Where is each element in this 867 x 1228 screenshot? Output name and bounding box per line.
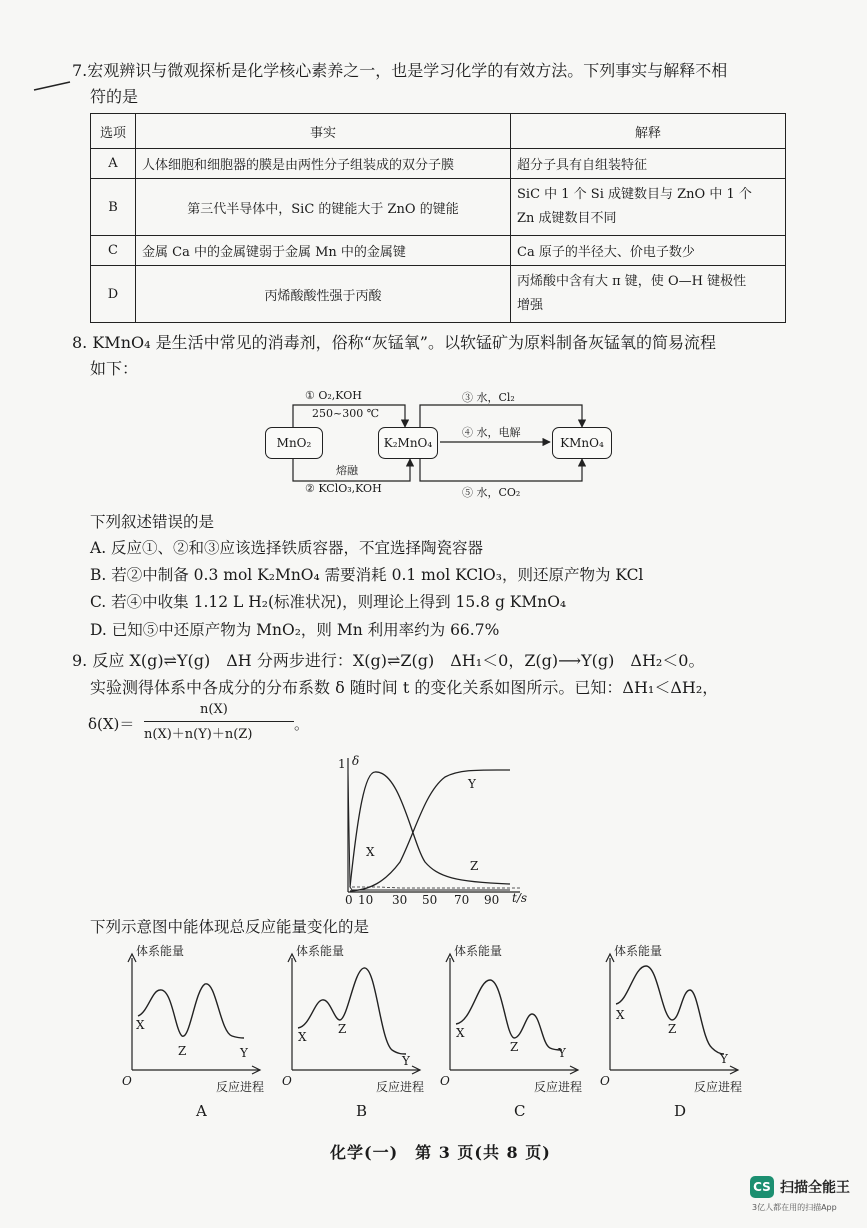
q7-stem-text: 宏观辨识与微观探析是化学核心素养之一，也是学习化学的有效方法。下列事实与解释不相: [87, 61, 728, 80]
chart-series-label-z: Z: [470, 859, 479, 873]
chart-x-tick: 70: [454, 893, 470, 907]
table-row: [91, 266, 786, 323]
explanation-line: 增强: [517, 298, 544, 313]
formula-numerator: n(X): [200, 702, 228, 717]
chart-x-tick: 90: [484, 893, 500, 907]
energy-diagram-b: [280, 940, 430, 1120]
chart-y-axis-label: δ: [352, 754, 360, 768]
diagram-ylabel: 体系能量: [296, 944, 345, 958]
flow-step4: ④ 水，电解: [462, 426, 521, 439]
flow-box-kmno4: KMnO₄: [552, 427, 612, 459]
q7-table: [90, 113, 786, 323]
table-header-row: [91, 114, 786, 149]
q8-stem-line2: 如下：: [90, 359, 139, 378]
diagram-ylabel: 体系能量: [136, 944, 185, 958]
explanation-line: 丙烯酸中含有大 π 键，使 O—H 键极性: [517, 274, 747, 289]
explanation-line: SiC 中 1 个 Si 成键数目与 ZnO 中 1 个: [517, 187, 752, 202]
diagram-label-y: Y: [558, 1046, 566, 1060]
diagram-label-x: X: [616, 1008, 625, 1022]
energy-diagram-d: [598, 940, 748, 1120]
formula-lhs: δ(X)＝: [88, 715, 135, 733]
diagram-label-x: X: [136, 1018, 145, 1032]
q9-prompt: 下列示意图中能体现总反应能量变化的是: [90, 918, 370, 936]
diagram-origin: O: [282, 1074, 292, 1088]
diagram-letter: C: [514, 1102, 526, 1120]
q8-stem-line1: 8. KMnO₄ 是生活中常见的消毒剂，俗称“灰锰氧”。以软锰矿为原料制备灰锰氧的简易流程: [72, 333, 716, 352]
row-fact: 金属 Ca 中的金属键弱于金属 Mn 中的金属键: [136, 236, 511, 266]
chart-x-tick: 10: [358, 893, 374, 907]
chart-x-axis-label: t/s: [512, 891, 528, 905]
diagram-label-z: Z: [510, 1040, 519, 1054]
chart-x-tick: 0: [345, 893, 353, 907]
energy-diagram-a: [120, 940, 270, 1120]
diagram-label-y: Y: [240, 1046, 248, 1060]
chart-y-top-tick: 1: [338, 757, 346, 771]
margin-pen-mark: [32, 78, 72, 94]
diagram-xlabel: 反应进程: [376, 1080, 425, 1094]
diagram-label-y: Y: [402, 1054, 410, 1068]
table-row: [91, 236, 786, 266]
flow-box-mno2: MnO₂: [265, 427, 323, 459]
diagram-ylabel: 体系能量: [454, 944, 503, 958]
row-explanation: [511, 266, 786, 323]
diagram-letter: D: [674, 1102, 687, 1120]
energy-diagram-c: [438, 940, 588, 1120]
row-explanation: [511, 179, 786, 236]
diagram-origin: O: [440, 1074, 450, 1088]
diagram-label-z: Z: [668, 1022, 677, 1036]
row-option: C: [91, 236, 136, 266]
q9-distribution-chart: [330, 752, 550, 910]
row-option: A: [91, 149, 136, 179]
q8-option-a: A. 反应①、②和③应该选择铁质容器，不宜选择陶瓷容器: [90, 539, 484, 557]
diagram-letter: B: [356, 1102, 368, 1120]
header-fact: 事实: [136, 114, 511, 149]
diagram-origin: O: [122, 1074, 132, 1088]
diagram-xlabel: 反应进程: [694, 1080, 743, 1094]
chart-series-label-x: X: [366, 845, 375, 859]
diagram-letter: A: [196, 1102, 207, 1120]
q9-stem-line2: 实验测得体系中各成分的分布系数 δ 随时间 t 的变化关系如图所示。已知：ΔH₁＜ΔH₂，: [90, 678, 719, 697]
flow-step1-condition: 250~300 ℃: [312, 407, 380, 420]
chart-x-tick: 50: [422, 893, 438, 907]
row-fact: 丙烯酸酸性强于丙酸: [136, 266, 511, 323]
q8-option-b: B. 若②中制备 0.3 mol K₂MnO₄ 需要消耗 0.1 mol KClO₃，则还原产物为 KCl: [90, 566, 644, 584]
explanation-line: Ca 原子的半径大、价电子数少: [517, 245, 695, 260]
q7-number: 7.: [72, 61, 88, 80]
flow-box-k2mno4: K₂MnO₄: [378, 427, 438, 459]
diagram-label-z: Z: [178, 1044, 187, 1058]
header-option: 选项: [91, 114, 136, 149]
q9-formula: [88, 704, 348, 744]
diagram-label-y: Y: [720, 1052, 728, 1066]
header-explanation: 解释: [511, 114, 786, 149]
flow-step3: ③ 水，Cl₂: [462, 391, 515, 404]
scanner-logo-badge: CS: [750, 1176, 774, 1198]
diagram-ylabel: 体系能量: [614, 944, 663, 958]
row-option: D: [91, 266, 136, 323]
table-row: [91, 149, 786, 179]
q8-option-d: D. 已知⑤中还原产物为 MnO₂，则 Mn 利用率约为 66.7%: [90, 621, 500, 639]
table-row: [91, 179, 786, 236]
chart-series-label-y: Y: [468, 777, 476, 791]
row-explanation: [511, 149, 786, 179]
flow-step2-condition: 熔融: [336, 464, 358, 477]
q8-prompt: 下列叙述错误的是: [90, 513, 215, 531]
flow-step5: ⑤ 水，CO₂: [462, 486, 521, 499]
q7-stem-line1: [72, 58, 772, 84]
formula-fraction-bar: [144, 721, 294, 722]
q9-stem-line1: 9. 反应 X(g)⇌Y(g) ΔH 分两步进行：X(g)⇌Z(g) ΔH₁＜0，Z(g)⟶Y(g) ΔH₂＜0。: [72, 651, 705, 670]
explanation-line: Zn 成键数目不同: [517, 211, 617, 226]
row-option: B: [91, 179, 136, 236]
q7-stem-line2: 符的是: [90, 87, 139, 106]
diagram-xlabel: 反应进程: [534, 1080, 583, 1094]
diagram-label-x: X: [456, 1026, 465, 1040]
scanner-app-name: 扫描全能王: [780, 1180, 850, 1196]
diagram-xlabel: 反应进程: [216, 1080, 265, 1094]
scanner-app-slogan: 3亿人都在用的扫描App: [752, 1203, 837, 1212]
formula-denominator: n(X)＋n(Y)＋n(Z): [144, 727, 253, 742]
diagram-label-z: Z: [338, 1022, 347, 1036]
diagram-origin: O: [600, 1074, 610, 1088]
flow-step1: ① O₂,KOH: [305, 389, 362, 402]
row-fact: 第三代半导体中，SiC 的键能大于 ZnO 的键能: [136, 179, 511, 236]
page-footer: 化学(一) 第 3 页(共 8 页): [330, 1143, 551, 1162]
row-fact: 人体细胞和细胞器的膜是由两性分子组装成的双分子膜: [136, 149, 511, 179]
explanation-line: 超分子具有自组装特征: [517, 158, 648, 173]
chart-x-tick: 30: [392, 893, 408, 907]
row-explanation: [511, 236, 786, 266]
diagram-label-x: X: [298, 1030, 307, 1044]
flow-step2: ② KClO₃,KOH: [305, 482, 382, 495]
formula-end: 。: [294, 715, 310, 733]
q8-option-c: C. 若④中收集 1.12 L H₂(标准状况)，则理论上得到 15.8 g KMnO₄: [90, 593, 567, 611]
